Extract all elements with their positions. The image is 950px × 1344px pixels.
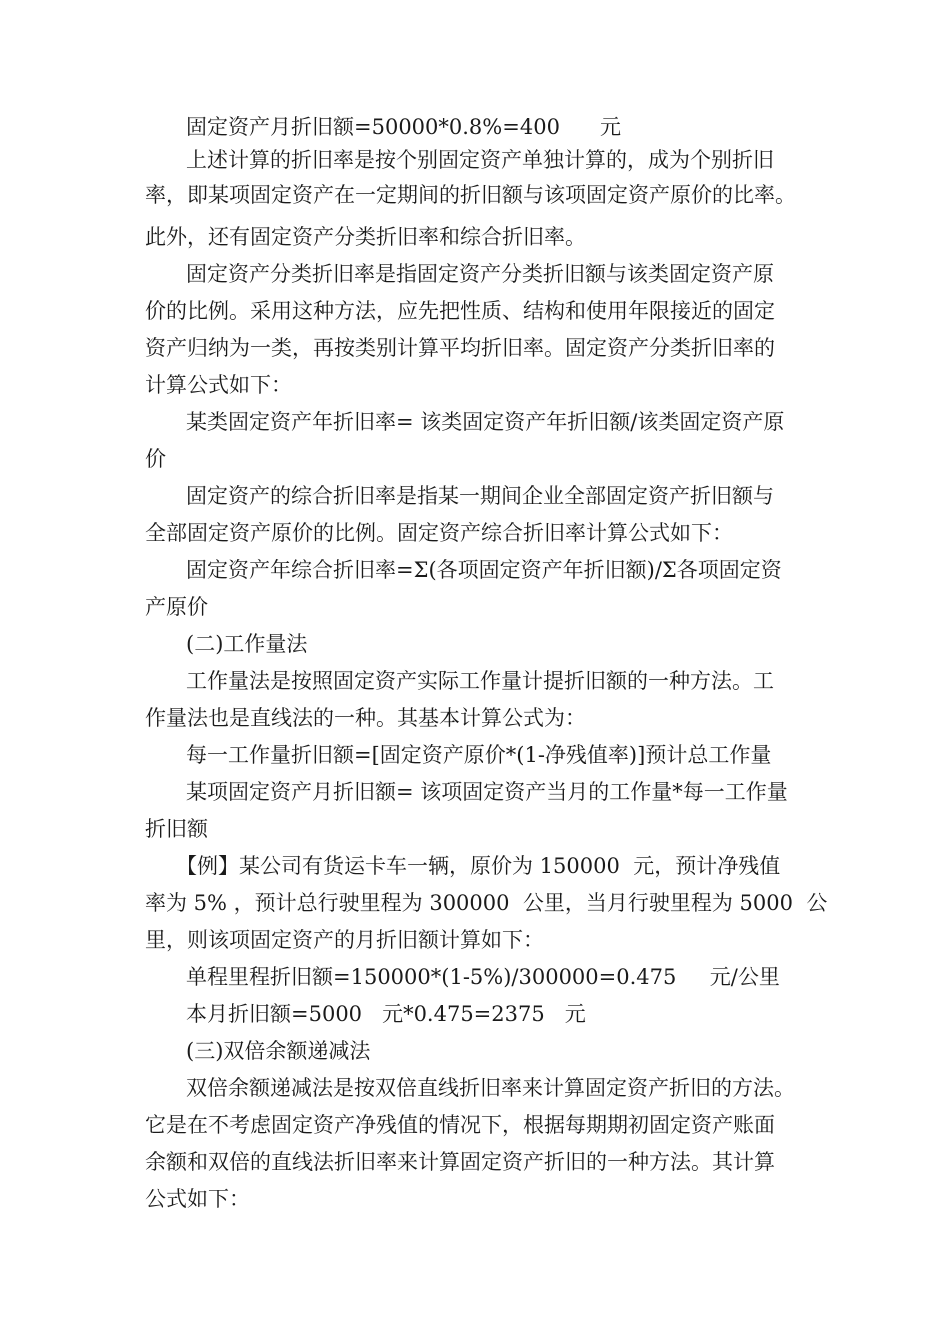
text-line: 此外，还有固定资产分类折旧率和综合折旧率。 xyxy=(145,225,586,249)
text-line: 计算公式如下： xyxy=(145,373,292,397)
text-line: 固定资产的综合折旧率是指某一期间企业全部固定资产折旧额与 xyxy=(186,484,774,508)
text-line: 资产归纳为一类，再按类别计算平均折旧率。固定资产分类折旧率的 xyxy=(145,336,775,360)
text-line: 率，即某项固定资产在一定期间的折旧额与该项固定资产原价的比率。 xyxy=(145,183,796,207)
section-heading: (二)工作量法 xyxy=(186,632,308,656)
text-line: 价 xyxy=(145,447,166,471)
text-line: 双倍余额递减法是按双倍直线折旧率来计算固定资产折旧的方法。 xyxy=(186,1076,795,1100)
text-line: 固定资产月折旧额=50000*0.8%=400 元 xyxy=(186,115,621,139)
formula-line: 单程里程折旧额=150000*(1-5%)/300000=0.475 元/公里 xyxy=(186,965,780,989)
section-heading: (三)双倍余额递减法 xyxy=(186,1039,371,1063)
text-line: 余额和双倍的直线法折旧率来计算固定资产折旧的一种方法。其计算 xyxy=(145,1150,775,1174)
text-line: 某类固定资产年折旧率= 该类固定资产年折旧额/该类固定资产原 xyxy=(186,410,785,434)
formula-line: 每一工作量折旧额=[固定资产原价*(1-净残值率)]预计总工作量 xyxy=(186,743,772,767)
text-line: 工作量法是按照固定资产实际工作量计提折旧额的一种方法。工 xyxy=(186,669,774,693)
text-line: 上述计算的折旧率是按个别固定资产单独计算的，成为个别折旧 xyxy=(186,148,774,172)
text-line: 固定资产分类折旧率是指固定资产分类折旧额与该类固定资产原 xyxy=(186,262,774,286)
formula-line: 本月折旧额=5000 元*0.475=2375 元 xyxy=(186,1002,586,1026)
example-line: 【例】某公司有货运卡车一辆，原价为 150000 元，预计净残值 xyxy=(176,854,781,878)
text-line: 作量法也是直线法的一种。其基本计算公式为： xyxy=(145,706,586,730)
text-line: 率为 5% ，预计总行驶里程为 300000 公里，当月行驶里程为 5000 公 xyxy=(145,891,828,915)
text-line: 固定资产年综合折旧率=Σ(各项固定资产年折旧额)/Σ各项固定资 xyxy=(186,558,782,582)
text-line: 产原价 xyxy=(145,595,208,619)
text-line: 折旧额 xyxy=(145,817,208,841)
formula-line: 某项固定资产月折旧额= 该项固定资产当月的工作量*每一工作量 xyxy=(186,780,788,804)
text-line: 它是在不考虑固定资产净残值的情况下，根据每期期初固定资产账面 xyxy=(145,1113,775,1137)
text-line: 公式如下： xyxy=(145,1187,250,1211)
text-line: 里，则该项固定资产的月折旧额计算如下： xyxy=(145,928,544,952)
text-line: 价的比例。采用这种方法，应先把性质、结构和使用年限接近的固定 xyxy=(145,299,775,323)
text-line: 全部固定资产原价的比例。固定资产综合折旧率计算公式如下： xyxy=(145,521,733,545)
